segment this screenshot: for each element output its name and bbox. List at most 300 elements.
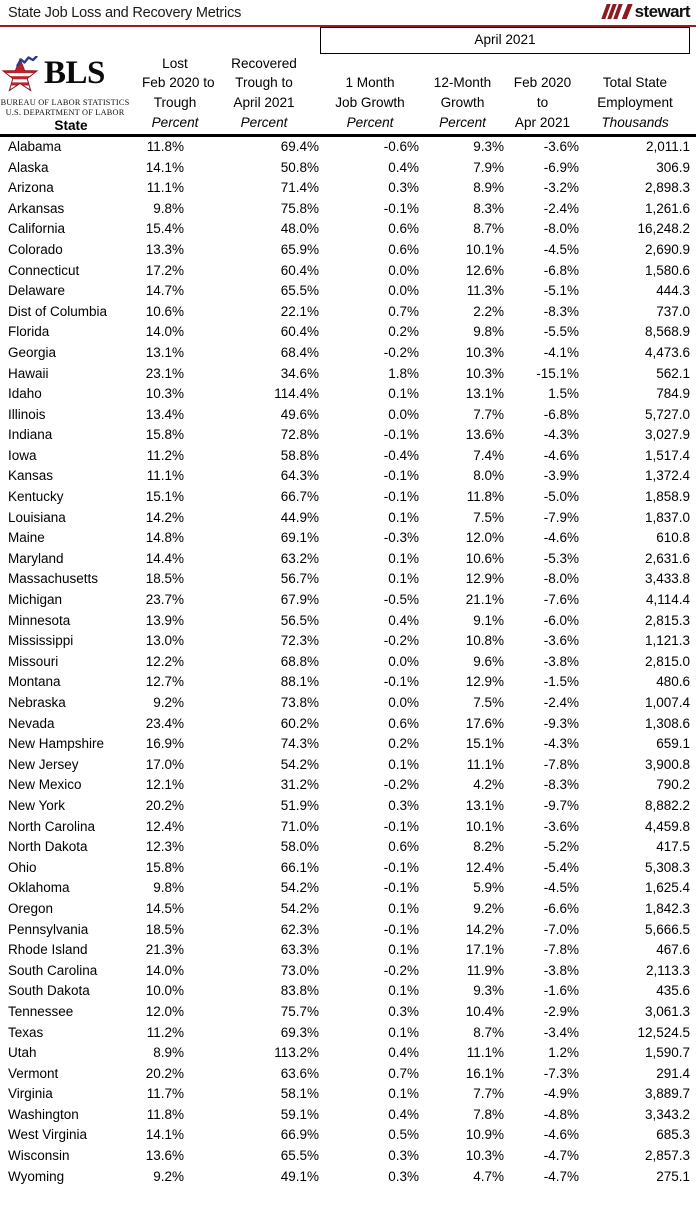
cell-value: 2,690.9 xyxy=(644,241,691,257)
cell-value: 12.9% xyxy=(465,674,504,690)
cell-value: 3,027.9 xyxy=(644,427,691,443)
cell-value: 5,727.0 xyxy=(644,406,691,422)
cell-value: 63.3% xyxy=(280,942,319,958)
cell-value: -4.3% xyxy=(543,736,579,752)
cell-value: 73.8% xyxy=(280,695,319,710)
column-header-total-employment xyxy=(580,54,696,134)
cell-value: 0.1% xyxy=(388,1086,419,1102)
cell-value: 12.0% xyxy=(465,530,504,546)
cell-value: -3.6% xyxy=(543,633,579,649)
cell-value: 13.4% xyxy=(145,406,184,422)
cell-value: 1,308.6 xyxy=(644,715,691,731)
cell-value: -2.4% xyxy=(543,200,579,216)
cell-value: 15.8% xyxy=(145,859,184,875)
cell-value: -4.7% xyxy=(543,1168,579,1184)
cell-value: 88.1% xyxy=(280,674,319,690)
twelve-month-line2: Growth xyxy=(440,95,485,111)
table-row xyxy=(0,714,696,735)
cell-value: 17.1% xyxy=(465,942,504,958)
table-row xyxy=(0,734,696,755)
cell-value: 275.1 xyxy=(656,1168,691,1184)
cell-value: 71.4% xyxy=(280,180,319,196)
cell-value: 444.3 xyxy=(656,283,691,299)
cell-state: New Mexico xyxy=(8,777,82,793)
table-body xyxy=(0,137,696,1187)
banner-row xyxy=(0,27,696,54)
cell-value: 0.3% xyxy=(388,180,419,196)
cell-value: 1.5% xyxy=(548,386,579,402)
cell-value: 0.3% xyxy=(388,1168,419,1184)
cell-value: 0.0% xyxy=(388,262,419,278)
cell-value: 20.2% xyxy=(145,1065,184,1081)
cell-value: 1,590.7 xyxy=(644,1045,691,1061)
table-row xyxy=(0,878,696,899)
cell-value: 0.0% xyxy=(388,283,419,299)
cell-value: 14.1% xyxy=(145,159,184,175)
cell-value: 50.8% xyxy=(280,159,319,175)
cell-state: South Carolina xyxy=(8,962,98,978)
cell-value: -2.9% xyxy=(543,1003,579,1019)
cell-value: -0.1% xyxy=(383,880,419,896)
table-row xyxy=(0,405,696,426)
twelve-month-unit: Percent xyxy=(439,115,486,131)
cell-value: -0.1% xyxy=(383,200,419,216)
cell-value: 75.8% xyxy=(280,200,319,216)
cell-value: 1,625.4 xyxy=(644,880,691,896)
cell-value: 34.6% xyxy=(280,365,319,381)
state-metrics-table xyxy=(0,27,696,1187)
cell-state: Maine xyxy=(8,530,45,546)
cell-value: 11.3% xyxy=(466,283,504,299)
cell-value: 0.0% xyxy=(388,695,419,710)
cell-value: 10.1% xyxy=(465,241,504,257)
column-header-lost xyxy=(142,54,215,134)
cell-state: Mississippi xyxy=(8,633,74,649)
cell-value: 65.5% xyxy=(280,283,319,299)
recovered-line3: April 2021 xyxy=(233,95,295,111)
cell-value: 0.6% xyxy=(388,221,419,237)
cell-value: 10.9% xyxy=(465,1127,504,1143)
table-row xyxy=(0,920,696,941)
cell-value: 66.9% xyxy=(280,1127,319,1143)
cell-value: 54.2% xyxy=(280,880,319,896)
cell-value: 1,121.3 xyxy=(644,633,691,649)
one-month-unit: Percent xyxy=(346,115,394,131)
cell-value: -4.6% xyxy=(543,447,579,463)
cell-value: 0.6% xyxy=(388,715,419,731)
table-row xyxy=(0,1084,696,1105)
cell-state: New Hampshire xyxy=(8,736,105,752)
cell-value: -6.9% xyxy=(543,159,579,175)
cell-value: 13.0% xyxy=(145,633,184,649)
bls-subtitle xyxy=(0,98,132,118)
table-row xyxy=(0,858,696,879)
cell-value: 12.4% xyxy=(465,859,504,875)
document-header xyxy=(0,0,696,27)
cell-value: 17.2% xyxy=(145,262,184,278)
table-row xyxy=(0,466,696,487)
column-header-recovered xyxy=(208,54,320,134)
cell-value: -6.8% xyxy=(543,262,579,278)
cell-value: 63.2% xyxy=(280,550,319,566)
cell-value: 3,900.8 xyxy=(644,756,691,772)
table-row xyxy=(0,1167,696,1188)
cell-value: 14.7% xyxy=(145,283,184,299)
cell-value: 12.0% xyxy=(145,1003,184,1019)
cell-value: 10.6% xyxy=(145,303,184,319)
cell-value: -3.4% xyxy=(543,1024,579,1040)
cell-value: -0.3% xyxy=(383,530,419,546)
cell-state: Kansas xyxy=(8,468,54,484)
cell-value: 59.1% xyxy=(280,1106,319,1122)
cell-value: -0.6% xyxy=(383,138,419,154)
stewart-wordmark: stewart xyxy=(634,2,690,21)
cell-value: 2,815.0 xyxy=(644,653,691,669)
banner-spacer xyxy=(0,27,320,54)
cell-value: 2,113.3 xyxy=(645,962,691,978)
cell-value: 11.2% xyxy=(146,1024,184,1040)
cell-value: 69.3% xyxy=(280,1024,319,1040)
cell-value: 7.9% xyxy=(473,159,504,175)
cell-value: -0.5% xyxy=(383,592,419,608)
cell-value: 10.3% xyxy=(465,1148,504,1164)
cell-value: 11.8% xyxy=(466,489,504,505)
lost-line2: Feb 2020 to xyxy=(142,75,215,91)
bls-subtitle-line1: BUREAU OF LABOR STATISTICS xyxy=(0,97,130,107)
cell-value: -0.2% xyxy=(383,633,419,649)
cell-value: 114.4% xyxy=(274,386,319,402)
cell-value: 8.3% xyxy=(473,200,504,216)
cell-value: -3.6% xyxy=(543,818,579,834)
cell-value: -7.6% xyxy=(543,592,579,608)
cell-state: North Carolina xyxy=(8,818,96,834)
cell-value: 11.8% xyxy=(146,1106,184,1122)
cell-value: 65.9% xyxy=(280,241,319,257)
stewart-bars-icon xyxy=(604,4,634,19)
cell-state: Maryland xyxy=(8,550,64,566)
one-month-line2: Job Growth xyxy=(335,95,405,111)
cell-value: 9.8% xyxy=(153,880,184,896)
cell-value: -0.1% xyxy=(383,818,419,834)
table-row xyxy=(0,158,696,179)
cell-value: 21.3% xyxy=(145,942,184,958)
cell-value: 1,372.4 xyxy=(644,468,691,484)
cell-value: 7.5% xyxy=(473,509,504,525)
cell-value: -7.9% xyxy=(543,509,579,525)
cell-value: -15.1% xyxy=(536,365,579,381)
table-row xyxy=(0,1064,696,1085)
table-row xyxy=(0,528,696,549)
table-row xyxy=(0,549,696,570)
cell-state: Nebraska xyxy=(8,695,66,710)
cell-value: 0.5% xyxy=(388,1127,419,1143)
cell-value: -5.4% xyxy=(543,859,579,875)
table-row xyxy=(0,487,696,508)
cell-value: -6.8% xyxy=(543,406,579,422)
cell-value: 14.4% xyxy=(145,550,184,566)
cell-state: Colorado xyxy=(8,241,63,257)
cell-value: 9.2% xyxy=(153,1168,184,1184)
cell-value: -0.1% xyxy=(383,674,419,690)
cell-state: Michigan xyxy=(8,592,63,608)
cell-value: 9.2% xyxy=(153,695,184,710)
cell-value: 13.6% xyxy=(465,427,504,443)
cell-state: Tennessee xyxy=(8,1003,74,1019)
cell-value: 60.2% xyxy=(280,715,319,731)
cell-value: -9.3% xyxy=(543,715,579,731)
column-header-twelve-month xyxy=(420,54,505,134)
cell-value: 113.2% xyxy=(274,1045,319,1061)
table-row xyxy=(0,755,696,776)
cell-value: 69.1% xyxy=(280,530,319,546)
table-row xyxy=(0,302,696,323)
cell-state: Washington xyxy=(8,1106,79,1122)
cell-state: Hawaii xyxy=(8,365,49,381)
recovered-line2: Trough to xyxy=(235,75,293,91)
cell-value: -4.1% xyxy=(543,344,579,360)
cell-value: 11.1% xyxy=(146,468,184,484)
cell-value: 790.2 xyxy=(656,777,691,793)
recovered-unit: Percent xyxy=(240,115,288,131)
cell-value: 11.1% xyxy=(146,180,184,196)
cell-value: 13.6% xyxy=(145,1148,184,1164)
cell-value: 7.5% xyxy=(473,695,504,710)
cell-value: 56.5% xyxy=(280,612,319,628)
cell-value: 23.7% xyxy=(145,592,184,608)
cell-state: North Dakota xyxy=(8,839,88,855)
cell-state: South Dakota xyxy=(8,983,90,999)
cell-value: 49.6% xyxy=(280,406,319,422)
cell-value: 7.7% xyxy=(473,406,504,422)
cell-value: 2,815.3 xyxy=(644,612,691,628)
cell-value: 64.3% xyxy=(280,468,319,484)
cell-value: -7.8% xyxy=(543,942,579,958)
cell-value: 13.1% xyxy=(145,344,184,360)
cell-value: 9.6% xyxy=(473,653,504,669)
stewart-logo xyxy=(604,3,690,20)
cell-value: 12.3% xyxy=(145,839,184,855)
cell-value: 1,517.4 xyxy=(644,447,691,463)
cell-value: 2,011.1 xyxy=(645,138,691,154)
cell-value: 0.6% xyxy=(388,241,419,257)
cell-value: -4.9% xyxy=(543,1086,579,1102)
cell-value: -0.1% xyxy=(383,489,419,505)
cell-value: 0.3% xyxy=(388,1148,419,1164)
table-row xyxy=(0,672,696,693)
cell-value: 18.5% xyxy=(145,921,184,937)
cell-value: 11.1% xyxy=(466,756,504,772)
cell-value: 4.2% xyxy=(473,777,504,793)
cell-value: -3.8% xyxy=(543,653,579,669)
cell-value: -4.8% xyxy=(543,1106,579,1122)
cell-value: -7.3% xyxy=(543,1065,579,1081)
cell-value: -2.4% xyxy=(543,695,579,710)
cell-state: California xyxy=(8,221,66,237)
cell-state: Virginia xyxy=(8,1086,53,1102)
cell-state: Florida xyxy=(8,324,50,340)
cell-value: -0.2% xyxy=(383,777,419,793)
cell-state: Arizona xyxy=(8,180,54,196)
cell-value: 13.1% xyxy=(465,386,504,402)
cell-value: 0.1% xyxy=(388,942,419,958)
cell-value: 10.1% xyxy=(465,818,504,834)
column-header-feb-to-apr xyxy=(505,54,580,134)
table-row xyxy=(0,631,696,652)
twelve-month-line1: 12-Month xyxy=(433,75,492,91)
cell-value: 10.6% xyxy=(465,550,504,566)
cell-value: 1,858.9 xyxy=(644,489,691,505)
cell-value: -4.7% xyxy=(543,1148,579,1164)
cell-value: 48.0% xyxy=(280,221,319,237)
cell-value: -5.2% xyxy=(543,839,579,855)
cell-state: Illinois xyxy=(8,406,46,422)
table-row xyxy=(0,590,696,611)
cell-state: Ohio xyxy=(8,859,37,875)
cell-value: 0.1% xyxy=(388,900,419,916)
table-row xyxy=(0,508,696,529)
feb-to-apr-unit: Apr 2021 xyxy=(514,115,571,131)
cell-value: 44.9% xyxy=(280,509,319,525)
cell-value: 12.7% xyxy=(145,674,184,690)
cell-value: 3,889.7 xyxy=(644,1086,691,1102)
cell-state: Wyoming xyxy=(8,1168,65,1184)
cell-state: Montana xyxy=(8,674,61,690)
cell-value: 18.5% xyxy=(145,571,184,587)
cell-value: 13.9% xyxy=(145,612,184,628)
cell-value: 1,261.6 xyxy=(644,200,691,216)
cell-value: 1,842.3 xyxy=(644,900,691,916)
cell-value: 10.3% xyxy=(145,386,184,402)
cell-value: 610.8 xyxy=(656,530,691,546)
cell-value: -0.1% xyxy=(383,921,419,937)
cell-value: 73.0% xyxy=(280,962,319,978)
cell-value: 10.3% xyxy=(465,344,504,360)
bls-star-icon xyxy=(0,56,40,96)
feb-to-apr-line1: Feb 2020 xyxy=(513,75,572,91)
cell-state: Nevada xyxy=(8,715,55,731)
cell-value: 0.4% xyxy=(388,1045,419,1061)
recovered-line1: Recovered xyxy=(231,55,297,71)
table-header xyxy=(0,27,696,137)
cell-value: -4.6% xyxy=(543,530,579,546)
cell-state: Dist of Columbia xyxy=(8,303,108,319)
cell-value: 10.3% xyxy=(465,365,504,381)
cell-value: 11.7% xyxy=(146,1086,184,1102)
lost-line1: Lost xyxy=(162,55,188,71)
cell-value: 659.1 xyxy=(656,736,691,752)
cell-value: 13.3% xyxy=(145,241,184,257)
cell-value: 562.1 xyxy=(656,365,691,381)
cell-value: 306.9 xyxy=(656,159,691,175)
cell-value: 11.8% xyxy=(146,138,184,154)
cell-value: 0.4% xyxy=(388,612,419,628)
table-row xyxy=(0,199,696,220)
cell-state: Massachusetts xyxy=(8,571,99,587)
cell-state: Rhode Island xyxy=(8,942,88,958)
cell-value: -1.5% xyxy=(543,674,579,690)
cell-value: 8.7% xyxy=(473,221,504,237)
table-row xyxy=(0,899,696,920)
cell-value: -4.6% xyxy=(543,1127,579,1143)
cell-value: 5.9% xyxy=(473,880,504,896)
cell-value: 12.4% xyxy=(145,818,184,834)
cell-value: 10.8% xyxy=(465,633,504,649)
cell-value: 66.7% xyxy=(280,489,319,505)
column-header-one-month xyxy=(320,54,420,134)
cell-value: 2,898.3 xyxy=(644,180,691,196)
cell-value: 0.2% xyxy=(388,324,419,340)
cell-value: 51.9% xyxy=(280,797,319,813)
lost-unit: Percent xyxy=(151,115,199,131)
cell-value: -0.1% xyxy=(383,468,419,484)
table-row xyxy=(0,261,696,282)
cell-state: Wisconsin xyxy=(8,1148,70,1164)
cell-value: -8.3% xyxy=(543,303,579,319)
cell-value: -5.1% xyxy=(543,283,579,299)
cell-value: 4,114.4 xyxy=(645,592,691,608)
table-row xyxy=(0,384,696,405)
cell-value: 2.2% xyxy=(473,303,504,319)
cell-value: 1,837.0 xyxy=(644,509,691,525)
cell-value: 16.1% xyxy=(465,1065,504,1081)
cell-value: 9.2% xyxy=(473,900,504,916)
cell-state: Oklahoma xyxy=(8,880,70,896)
table-row xyxy=(0,178,696,199)
cell-value: -8.0% xyxy=(543,221,579,237)
cell-value: -7.0% xyxy=(543,921,579,937)
cell-value: 417.5 xyxy=(656,839,691,855)
april-banner-cell xyxy=(320,27,696,54)
cell-value: 60.4% xyxy=(280,324,319,340)
cell-value: 435.6 xyxy=(656,983,691,999)
cell-value: 13.1% xyxy=(465,797,504,813)
cell-value: 14.0% xyxy=(145,324,184,340)
cell-state: Georgia xyxy=(8,344,57,360)
table-row xyxy=(0,652,696,673)
table-row xyxy=(0,961,696,982)
column-header-row xyxy=(0,54,696,134)
cell-value: 83.8% xyxy=(280,983,319,999)
cell-value: 0.1% xyxy=(388,571,419,587)
column-header-state: State xyxy=(54,117,88,133)
cell-value: 1,580.6 xyxy=(644,262,691,278)
cell-value: 8.9% xyxy=(153,1045,184,1061)
cell-value: 0.1% xyxy=(388,509,419,525)
cell-state: Connecticut xyxy=(8,262,80,278)
cell-value: 737.0 xyxy=(656,303,691,319)
cell-value: -1.6% xyxy=(543,983,579,999)
table-row xyxy=(0,775,696,796)
cell-value: 12.1% xyxy=(145,777,184,793)
cell-value: 2,857.3 xyxy=(644,1148,691,1164)
april-2021-banner: April 2021 xyxy=(320,27,690,54)
cell-state: Louisiana xyxy=(8,509,66,525)
cell-value: 67.9% xyxy=(280,592,319,608)
cell-value: 3,061.3 xyxy=(644,1003,691,1019)
cell-value: 8.0% xyxy=(473,468,504,484)
cell-value: 0.1% xyxy=(388,1024,419,1040)
cell-state: Alaska xyxy=(8,159,49,175)
cell-value: 60.4% xyxy=(280,262,319,278)
table-row xyxy=(0,425,696,446)
lost-line3: Trough xyxy=(153,95,197,111)
cell-value: 23.4% xyxy=(145,715,184,731)
cell-value: 12,524.5 xyxy=(637,1024,691,1040)
cell-value: 72.8% xyxy=(280,427,319,443)
cell-value: -5.0% xyxy=(543,489,579,505)
cell-value: 15.1% xyxy=(145,489,184,505)
table-row xyxy=(0,837,696,858)
